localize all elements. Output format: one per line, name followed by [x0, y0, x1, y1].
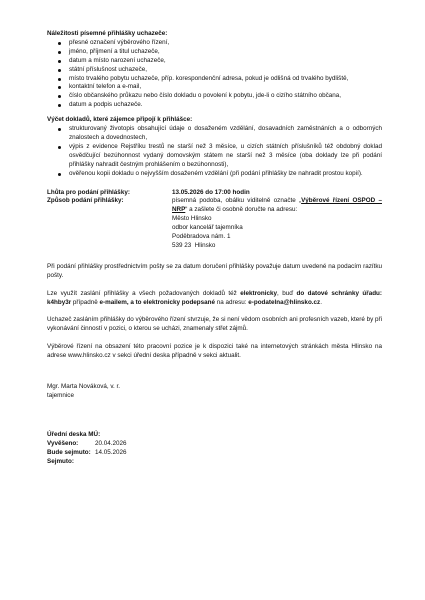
notice-label: Bude sejmuto:: [47, 448, 91, 456]
attachments-heading: Výčet dokladů, které zájemce připojí k přihlášce:: [47, 116, 193, 124]
address-line: odbor kancelář tajemníka: [172, 224, 243, 232]
notice-value: 20.04.2026: [95, 439, 127, 447]
notice-label: Sejmuto:: [47, 457, 74, 465]
list-item: výpis z evidence Rejstříku trestů ne starší než 3 měsíce, u cizích státních příslušníků též obdobný doklad osvědčující bezúhonnost vydaný domovským státem ne starší než 3 měsíce (oba doklady lze při podání přihlášky nahradit čestným prohlášením o bezúhonnosti),: [69, 142, 382, 168]
method-text-after: “ a zašlete či osobně doručte na adresu:: [185, 206, 298, 214]
emphasis: elektronicky: [240, 289, 278, 297]
notice-row: [47, 449, 382, 458]
method-value: [172, 197, 382, 250]
address-line: Poděbradova nám. 1: [172, 233, 231, 241]
list-item: číslo občanského průkazu nebo číslo dokladu o povolení k pobytu, jde-li o cizího státního občana,: [69, 92, 382, 101]
list-item: strukturovaný životopis obsahující údaje o dosaženém vzdělání, dosavadních zaměstnáních a o odborných znalostech a dovednostech,: [69, 125, 382, 141]
notice-board-block: [47, 431, 382, 467]
requirements-heading: Náležitosti písemné přihlášky uchazeče:: [47, 30, 168, 37]
list-item: datum a podpis uchazeče.: [69, 101, 382, 110]
notice-row: [47, 440, 382, 449]
envelope-marking: Výběrové řízení OSPOD – NRP: [172, 197, 382, 214]
notice-board-heading: Úřední deska MÚ:: [47, 430, 101, 438]
requirements-list: [47, 39, 382, 110]
document-page: [47, 30, 382, 467]
notice-row: [47, 458, 382, 467]
list-item: kontaktní telefon a e-mail,: [69, 83, 382, 92]
signatory-name: Mgr. Marta Nováková, v. r.: [47, 383, 121, 391]
email-address: e-podatelna@hlinsko.cz: [248, 298, 321, 306]
deadline-label: Lhůta pro podání přihlášky:: [47, 188, 130, 196]
attachments-list: [47, 125, 382, 178]
method-label: Způsob podání přihlášky:: [47, 197, 124, 205]
method-text: písemná podoba, obálku viditelně označte „: [172, 197, 302, 205]
text: na adresu:: [215, 298, 249, 306]
text: , buď: [277, 289, 297, 297]
emphasis: e-mailem, a to elektronicky podepsané: [99, 298, 215, 306]
text: .: [320, 298, 322, 306]
method-row: [47, 197, 382, 250]
publication-paragraph: Výběrové řízení na obsazení této pracovní pozice je k dispozici také na internetových stránkách města Hlinsko na adrese www.hlinsko.cz v sekci úřední deska případně v sekci aktualit.: [47, 343, 382, 360]
signature-block: [47, 383, 382, 401]
notice-value: 14.05.2026: [95, 448, 127, 456]
deadline-value: 13.05.2026 do 17:00 hodin: [172, 188, 250, 196]
postal-paragraph: Při podání přihlášky prostřednictvím pošty se za datum doručení přihlášky považuje datum uvedené na podacím razítku pošty.: [47, 262, 382, 279]
address-line: Město Hlinsko: [172, 215, 212, 223]
electronic-paragraph: [47, 290, 382, 308]
consent-paragraph: Uchazeč zasláním přihlášky do výběrového řízení stvrzuje, že si není vědom osobních ani profesních vazeb, které by při vykonávání činností v pozici, o kterou se ucházi, znamenaly střet zájmů.: [47, 316, 382, 333]
list-item: jméno, příjmení a titul uchazeče,: [69, 48, 382, 57]
text: Lze využít zaslání přihlášky a všech požadovaných dokladů též: [47, 289, 241, 297]
text: případně: [71, 298, 100, 306]
list-item: místo trvalého pobytu uchazeče, příp. korespondenční adresa, pokud je odlišná od trvalého bydliště,: [69, 75, 382, 84]
list-item: přesné označení výběrového řízení,: [69, 39, 382, 48]
signatory-role: tajemnice: [47, 392, 74, 399]
list-item: ověřenou kopii dokladu o nejvyšším dosaženém vzdělání (při podání přihlášky lze nahradit prostou kopií).: [69, 170, 382, 179]
notice-label: Vyvěšeno:: [47, 439, 79, 447]
list-item: státní příslušnost uchazeče,: [69, 66, 382, 75]
address-line: 539 23 Hlinsko: [172, 241, 216, 249]
list-item: datum a místo narození uchazeče,: [69, 57, 382, 66]
data-box-id: do datové schránky úřadu: k4hby3r: [47, 289, 383, 306]
